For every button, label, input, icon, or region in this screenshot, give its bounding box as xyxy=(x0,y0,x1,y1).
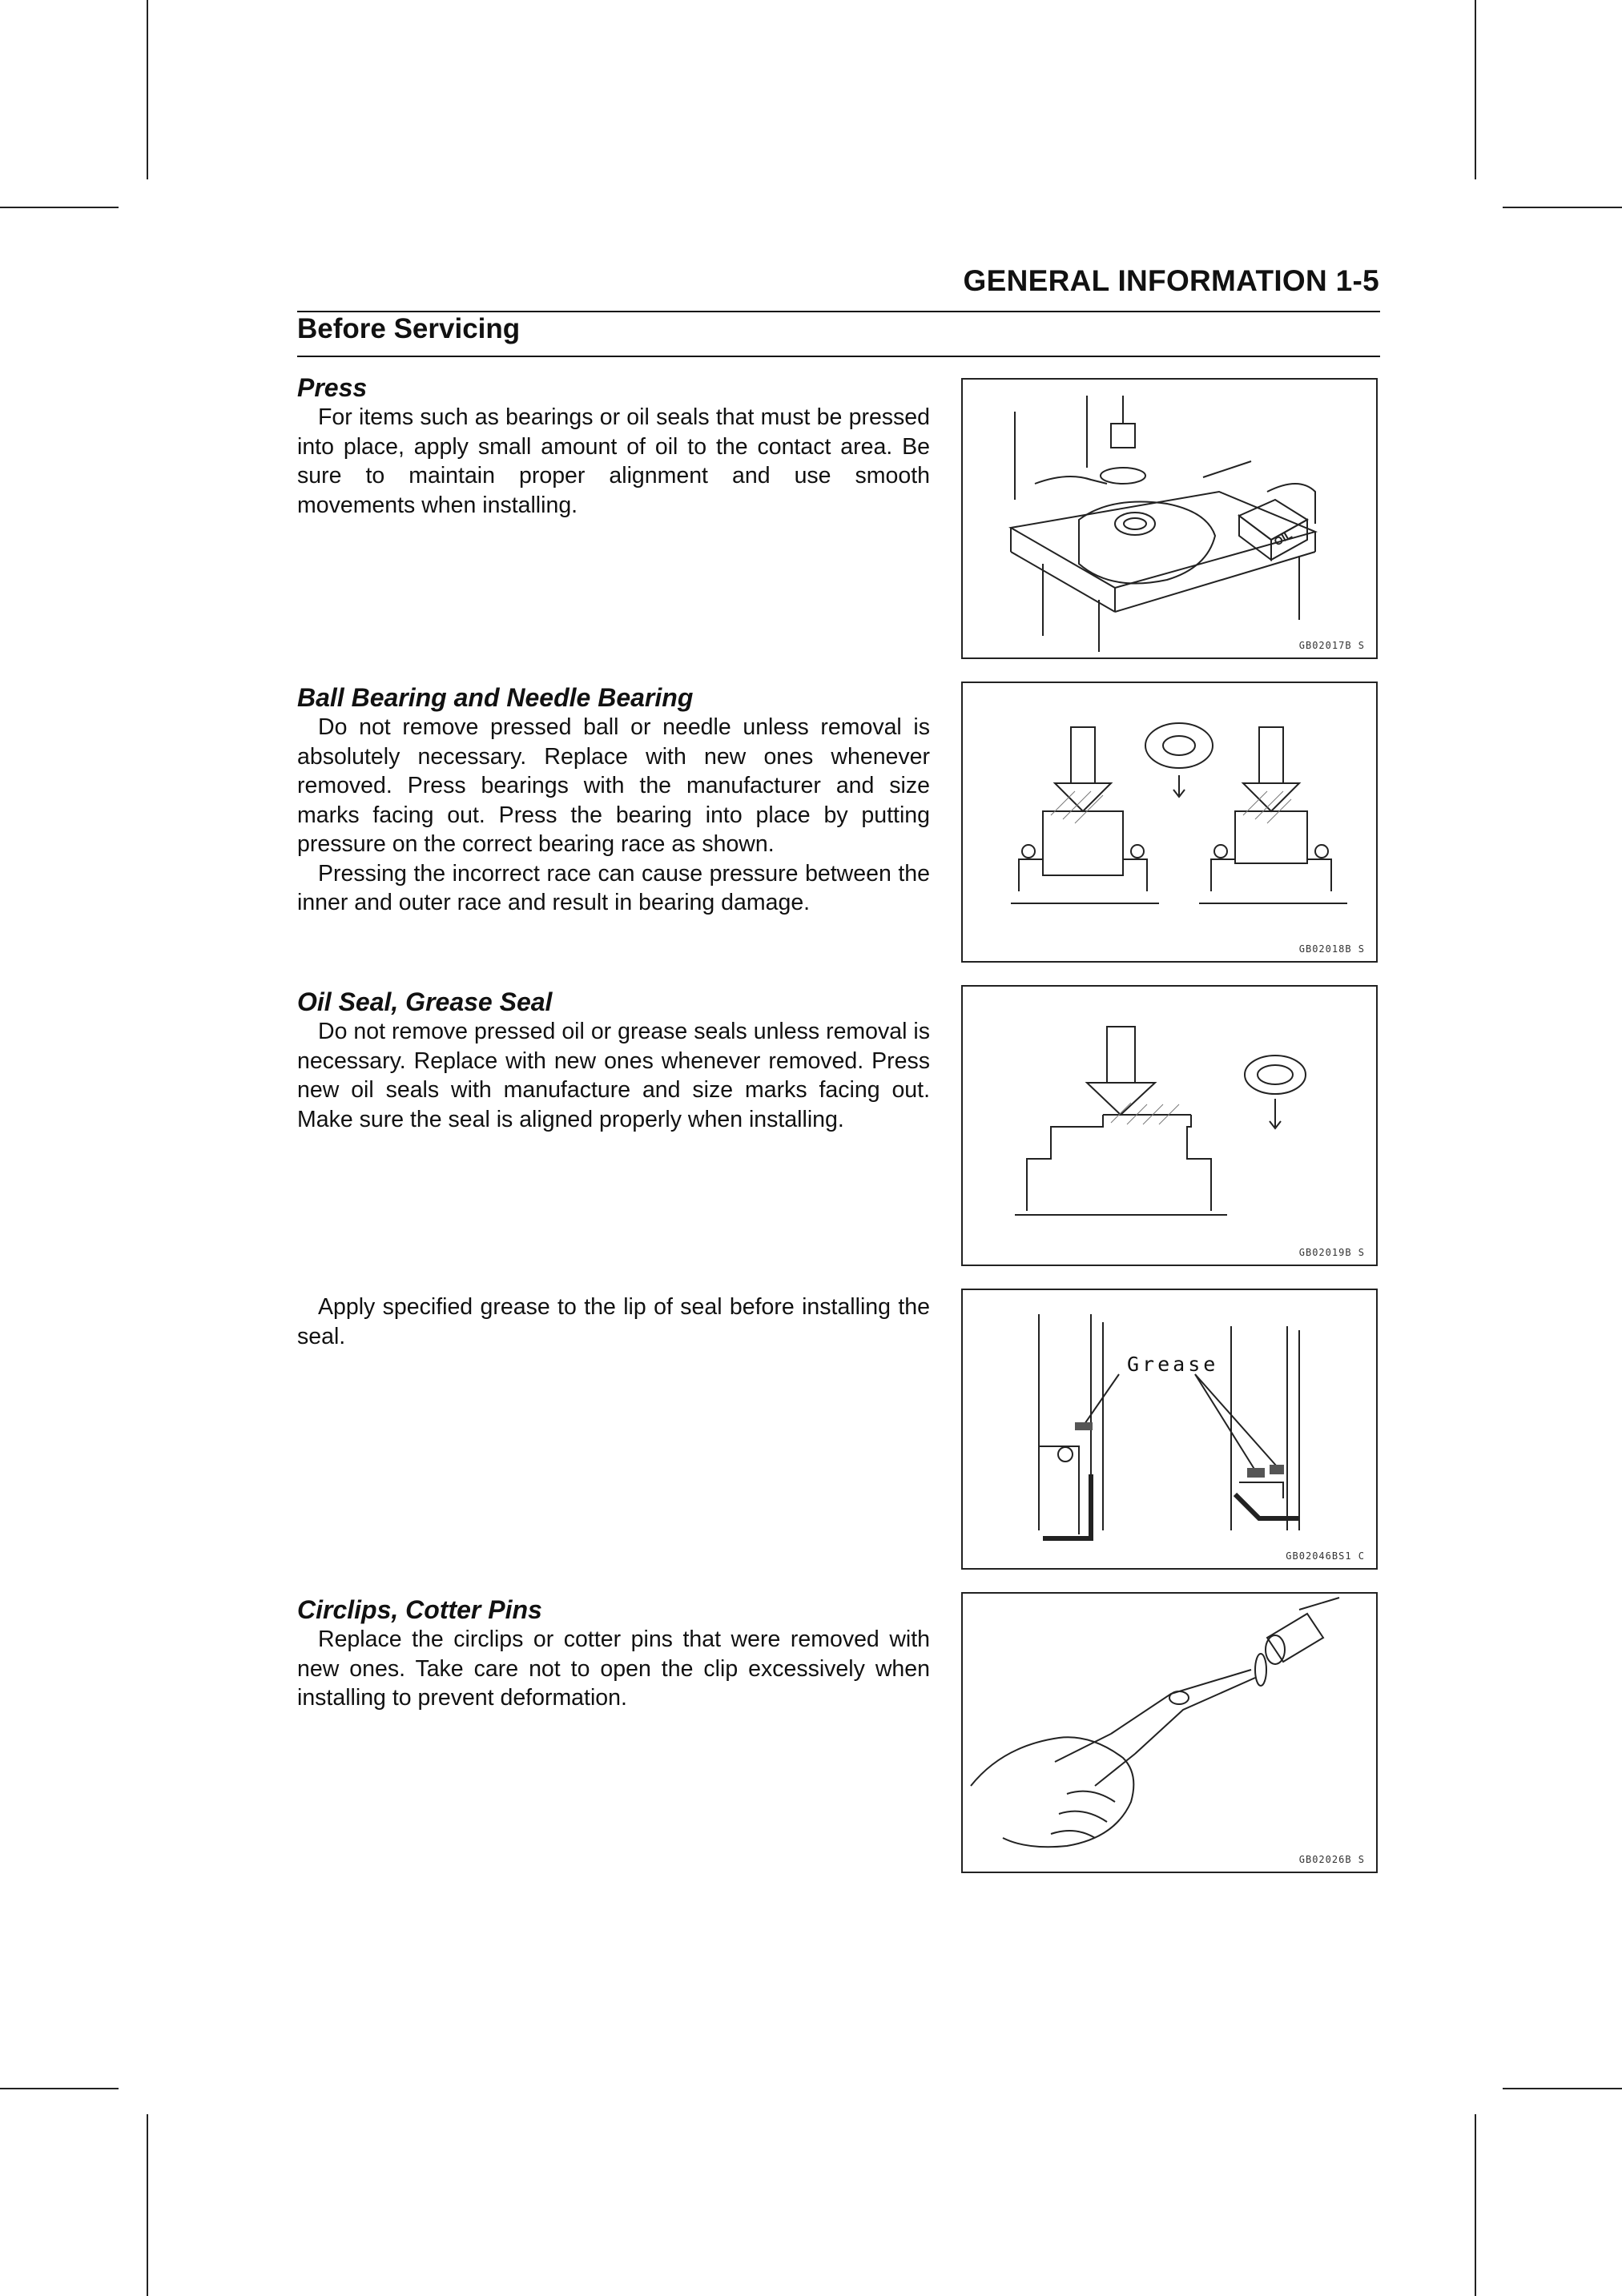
press-figure xyxy=(961,378,1378,659)
crop-mark xyxy=(0,207,119,208)
oil-seal-paragraph: Do not remove pressed oil or grease seals unless removal is necessary. Replace with new ones whenever removed. Press new oil seals with manufacture and size marks facing out. Make sure the seal is aligned properly when installing. xyxy=(297,1019,930,1132)
seal-press-illustration xyxy=(963,987,1376,1265)
figure-code: GB02026B S xyxy=(1298,1854,1365,1865)
press-heading: Press xyxy=(297,373,368,402)
ball-bearing-figure xyxy=(961,682,1378,963)
crop-mark xyxy=(147,2114,148,2296)
press-paragraph: For items such as bearings or oil seals that must be pressed into place, apply small amount of oil to the contact area. Be sure to maintain proper alignment and use smooth movements when installing. xyxy=(297,404,930,518)
grease-seal-illustration xyxy=(963,1290,1376,1568)
grease-section xyxy=(297,1293,930,1351)
oil-seal-section xyxy=(297,987,930,1134)
figure-code: GB02018B S xyxy=(1298,943,1365,955)
oil-box-label: OIL xyxy=(1271,528,1294,549)
section-rule xyxy=(297,356,1380,357)
section-title: Before Servicing xyxy=(297,313,521,344)
figure-code: GB02046BS1 C xyxy=(1286,1550,1365,1562)
grease-paragraph: Apply specified grease to the lip of seal before installing the seal. xyxy=(297,1294,930,1349)
ball-bearing-paragraph-2: Pressing the incorrect race can cause pressure between the inner and outer race and result in bearing damage. xyxy=(297,860,930,915)
ball-bearing-paragraph-1: Do not remove pressed ball or needle unless removal is absolutely necessary. Replace with new ones whenever removed. Press bearings with the manufacturer and size marks facing out. Press the bearing into place by putting pressure on the correct bearing race as shown. xyxy=(297,714,930,857)
grease-figure xyxy=(961,1289,1378,1570)
press-illustration xyxy=(963,380,1376,657)
bearing-press-illustration xyxy=(963,683,1376,961)
figure-code: GB02019B S xyxy=(1298,1247,1365,1258)
circlips-heading: Circlips, Cotter Pins xyxy=(297,1595,542,1624)
crop-mark xyxy=(1475,0,1476,179)
crop-mark xyxy=(1503,207,1622,208)
crop-mark xyxy=(1475,2114,1476,2296)
circlips-figure xyxy=(961,1592,1378,1873)
crop-mark xyxy=(147,0,148,179)
ball-bearing-section xyxy=(297,682,930,918)
crop-mark xyxy=(1503,2088,1622,2089)
header-rule xyxy=(297,311,1380,312)
page-header: GENERAL INFORMATION 1-5 xyxy=(963,264,1379,297)
oil-seal-heading: Oil Seal, Grease Seal xyxy=(297,987,553,1016)
figure-code: GB02017B S xyxy=(1298,640,1365,651)
circlips-paragraph: Replace the circlips or cotter pins that were removed with new ones. Take care not to open the clip excessively when installing to prevent deformation. xyxy=(297,1627,930,1711)
ball-bearing-heading: Ball Bearing and Needle Bearing xyxy=(297,683,694,712)
grease-label: Grease xyxy=(1127,1353,1219,1376)
press-section xyxy=(297,372,930,520)
crop-mark xyxy=(0,2088,119,2089)
circlip-pliers-illustration xyxy=(963,1594,1376,1872)
oil-seal-figure xyxy=(961,985,1378,1266)
circlips-section xyxy=(297,1594,930,1713)
